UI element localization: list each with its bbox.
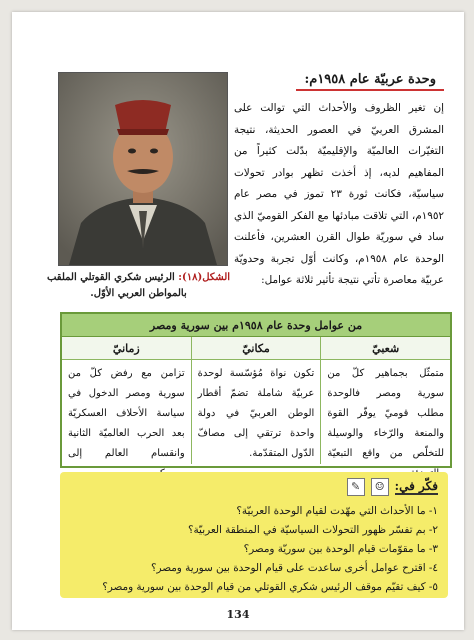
question-list — [70, 502, 438, 597]
factors-table — [60, 312, 452, 468]
think-label: فكّر في: — [394, 479, 438, 493]
section-title: وحدة عربيّة عام ١٩٥٨م: — [296, 70, 444, 91]
think-header — [347, 476, 438, 498]
portrait-photo — [58, 72, 228, 266]
portrait-illustration — [59, 73, 227, 265]
table-row — [62, 360, 450, 464]
people-icon: ☺ — [371, 478, 389, 496]
figure-caption-text: الرئيس شكري القوتلي الملقب بالمواطن العربي الأوّل. — [46, 272, 187, 299]
section-title-box — [274, 70, 444, 96]
list-item: ٤- اقترح عوامل أخرى ساعدت على قيام الوحدة بين سورية ومصر؟ — [150, 562, 438, 574]
textbook-page — [12, 12, 464, 630]
figure-caption — [46, 270, 231, 302]
figure-label: الشكل(١٨): — [178, 272, 231, 283]
list-item: ٥- كيف تقيّم موقف الرئيس شكري القوتلي من قيام الوحدة بين سورية ومصر؟ — [102, 581, 438, 593]
table-header-popular: شعبيّ — [320, 337, 450, 359]
list-item: ٢- بم تفسّر ظهور التحولات السياسيّة في المنطقة العربيّة؟ — [187, 524, 438, 536]
table-header-row — [62, 337, 450, 360]
table-header-spatial: مكانيّ — [191, 337, 321, 359]
section-body-text: إن تغير الظروف والأحداث التي توالت على المشرق العربيّ في العصور الحديثة، نتيجة التغيّرات العالميّة والإقليميّة بدّلت كثيراً من المفاهيم لديه، إذ أخذت تظهر بوادر تحولات سياسيّة، فكانت ثورة ٢٣ تموز في مصر عام ١٩٥٢م، التي تلاقت مبادئها مع الفكر القوميّ الذي ساد في سوريّة طوال القرن العشرين، فأعلنت الوحدة عام ١٩٥٨م، وكانت أوّل تجربة وحدويّة عربيّة معاصرة تأتي نتيجة تأثير ثلاثة عوامل: — [234, 102, 445, 286]
page-number: 134 — [226, 608, 250, 621]
think-box — [60, 472, 448, 598]
ideas-icon: ✎ — [347, 478, 365, 496]
table-header-temporal: زمانيّ — [62, 337, 191, 359]
table-cell-spatial: تكون نواة مُؤسّسة لوحدة عربيّة شاملة تضمّ أقطار الوطن العربيّ في دولة واحدة ترتقي إلى مصافّ الدّول المتقدّمة. — [191, 360, 321, 464]
list-item: ١- ما الأحداث التي مهّدت لقيام الوحدة العربيّة؟ — [236, 505, 438, 517]
table-title: من عوامل وحدة عام ١٩٥٨م بين سورية ومصر — [62, 314, 450, 337]
table-cell-temporal: تزامن مع رفض كلّ من سورية ومصر الدخول في سياسة الأحلاف العسكريّة بعد الحرب العالميّة الثانية وانقسام العالم إلى — [67, 368, 185, 459]
list-item: ٣- ما مقوّمات قيام الوحدة بين سوريّة ومصر؟ — [243, 543, 438, 555]
table-cell-popular: متمثّل بجماهير كلّ من سورية ومصر فالوحدة مطلب قوميّ يوفّر القوة والمنعة والرّخاء والوسيلة للتخلّص من واقع التبعيّة — [320, 360, 450, 464]
